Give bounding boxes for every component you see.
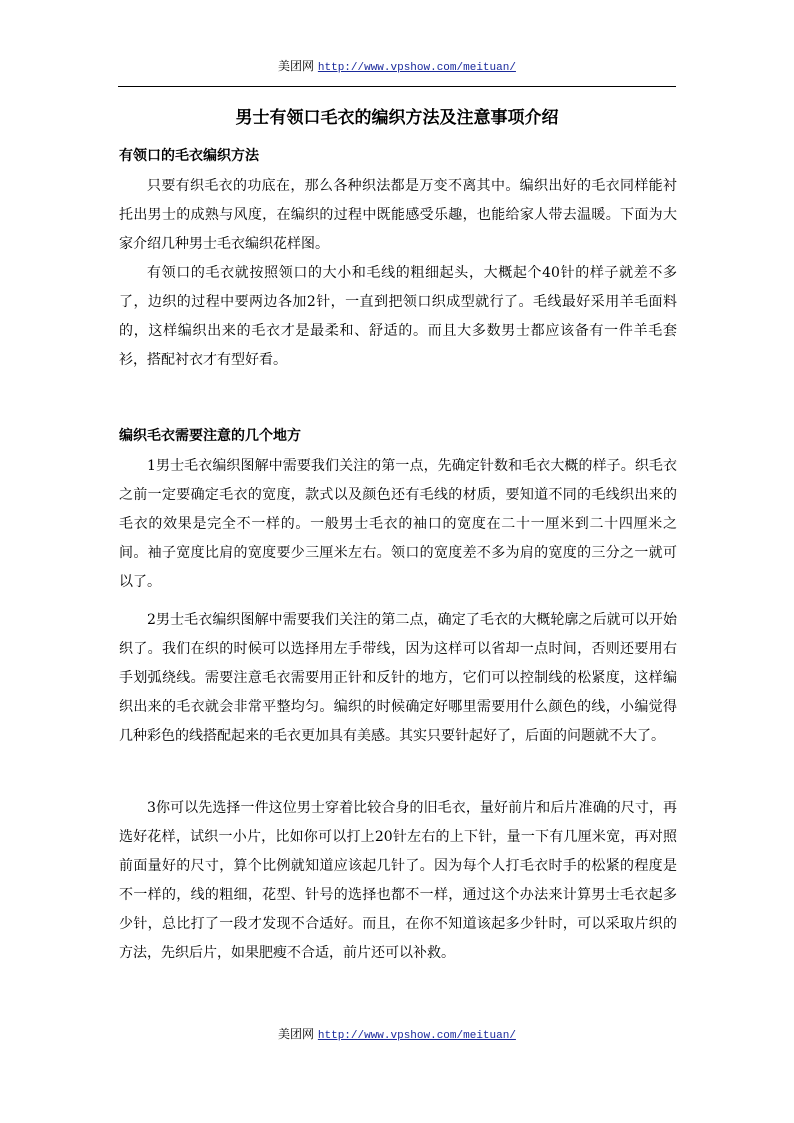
section-1	[119, 144, 677, 375]
footer-url-link[interactable]: http://www.vpshow.com/meituan/	[317, 1030, 516, 1042]
section-2-paragraph-1: 1男士毛衣编织图解中需要我们关注的第一点，先确定针数和毛衣大概的样子。织毛衣之前一定要确定毛衣的宽度，款式以及颜色还有毛线的材质，要知道不同的毛线织出来的毛衣的效果是完全不一样的。一般男士毛衣的袖口的宽度在二十一厘米到二十四厘米之间。袖子宽度比肩的宽度要少三厘米左右。领口的宽度差不多为肩的宽度的三分之一就可以了。	[119, 458, 677, 590]
section-1-paragraph-1: 只要有织毛衣的功底在，那么各种织法都是万变不离其中。编织出好的毛衣同样能衬托出男士的成熟与风度，在编织的过程中既能感受乐趣，也能给家人带去温暖。下面为大家介绍几种男士毛衣编织花样图。	[119, 178, 677, 252]
section-2-block-3	[119, 794, 677, 968]
section-2	[119, 424, 677, 597]
header-url-link[interactable]: http://www.vpshow.com/meituan/	[317, 62, 516, 74]
section-1-paragraph-2: 有领口的毛衣就按照领口的大小和毛线的粗细起头，大概起个40针的样子就差不多了，边织的过程中要两边各加2针，一直到把领口织成型就行了。毛线最好采用羊毛面料的，这样编织出来的毛衣才是最柔和、舒适的。而且大多数男士都应该备有一件羊毛套衫，搭配衬衣才有型好看。	[119, 265, 677, 368]
page-header	[0, 58, 794, 76]
page-footer	[0, 1026, 794, 1044]
section-2-paragraph-2: 2男士毛衣编织图解中需要我们关注的第二点，确定了毛衣的大概轮廓之后就可以开始织了。我们在织的时候可以选择用左手带线，因为这样可以省却一点时间，否则还要用右手划弧绕线。需要注意毛衣需要用正针和反针的地方，它们可以控制线的松紧度，这样编织出来的毛衣就会非常平整均匀。编织的时候确定好哪里需要用什么颜色的线，小编觉得几种彩色的线搭配起来的毛衣更加具有美感。其实只要针起好了，后面的问题就不大了。	[119, 612, 677, 744]
section-1-heading: 有领口的毛衣编织方法	[119, 148, 259, 164]
header-divider	[118, 86, 676, 87]
document-title: 男士有领口毛衣的编织方法及注意事项介绍	[235, 108, 559, 128]
header-site-name: 美团网	[278, 59, 315, 73]
footer-site-name: 美团网	[278, 1027, 315, 1041]
section-2-heading: 编织毛衣需要注意的几个地方	[119, 428, 301, 444]
section-2-block-2	[119, 606, 677, 751]
section-2-paragraph-3: 3你可以先选择一件这位男士穿着比较合身的旧毛衣，量好前片和后片准确的尺寸，再选好花样，试织一小片，比如你可以打上20针左右的上下针，量一下有几厘米宽，再对照前面量好的尺寸，算个比例就知道应该起几针了。因为每个人打毛衣时手的松紧的程度是不一样的，线的粗细，花型、针号的选择也都不一样，通过这个办法来计算男士毛衣起多少针，总比打了一段才发现不合适好。而且，在你不知道该起多少针时，可以采取片织的方法，先织后片，如果肥瘦不合适，前片还可以补救。	[119, 800, 677, 961]
